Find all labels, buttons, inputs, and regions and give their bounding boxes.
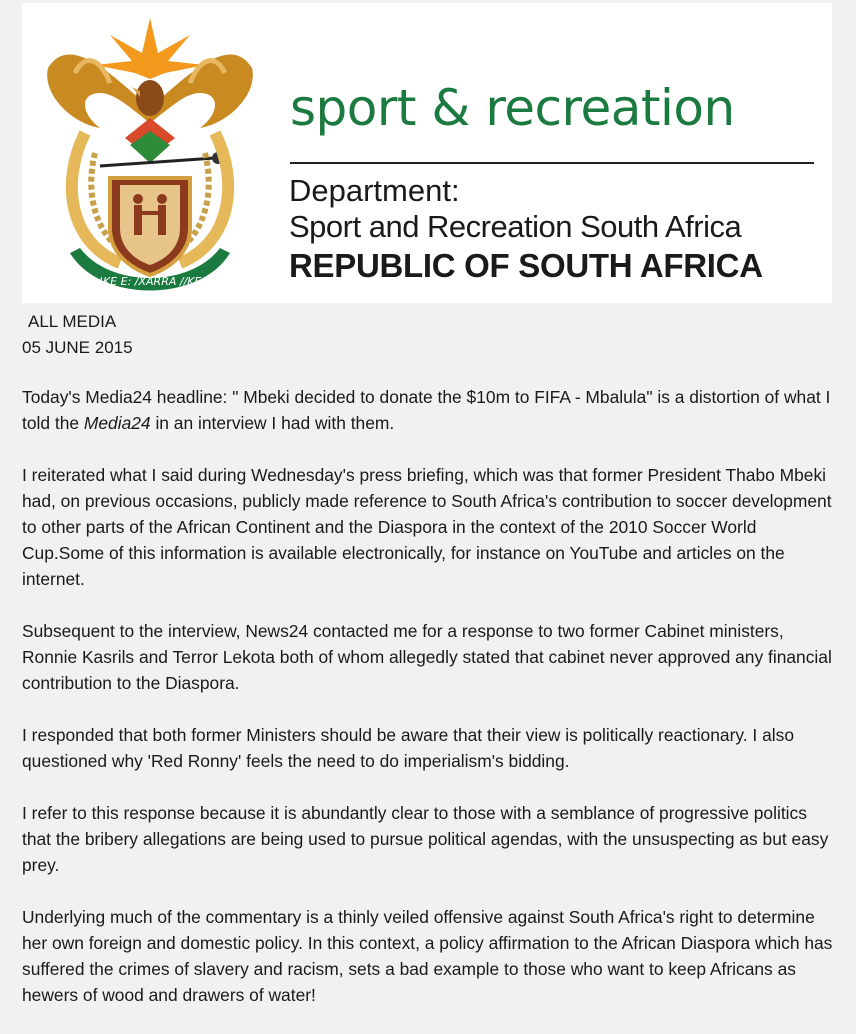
- paragraph-1: [22, 384, 834, 436]
- paragraph-2: I reiterated what I said during Wednesday's press briefing, which was that former President Thabo Mbeki had, on previous occasions, publicly made reference to South Africa's contribution to soccer development to other parts of the African Continent and the Diaspora in the context of the 2010 Soccer World Cup.Some of this information is available electronically, for instance on YouTube and articles on the internet.: [22, 465, 832, 589]
- paragraph-1-tail: in an interview I had with them.: [150, 413, 395, 433]
- department-name: Sport and Recreation South Africa: [289, 209, 742, 244]
- audience-label: ALL MEDIA: [28, 312, 117, 331]
- country-name: REPUBLIC OF SOUTH AFRICA: [289, 247, 763, 284]
- paragraph-1-emphasis: Media24: [83, 413, 151, 433]
- divider: [290, 162, 814, 164]
- paragraph-3: Subsequent to the interview, News24 contacted me for a response to two former Cabinet ministers, Ronnie Kasrils and Terror Lekota both of whom allegedly stated that cabinet never approved any financial contribution to the Diaspora.: [22, 621, 832, 693]
- letterhead: [22, 3, 832, 303]
- statement-meta: [22, 309, 133, 361]
- coat-of-arms-icon: [40, 13, 260, 298]
- paragraph-6: Underlying much of the commentary is a thinly veiled offensive against South Africa's right to determine her own foreign and domestic policy. In this context, a policy affirmation to the African Diaspora which has suffered the crimes of slavery and racism, sets a bad example to those who want to keep Africans as hewers of wood and drawers of water!: [22, 907, 833, 1005]
- statement-date: 05 JUNE 2015: [22, 338, 133, 357]
- crest-motto: !KE E: /XARRA //KE: [98, 275, 202, 288]
- department-label: Department:: [289, 173, 460, 208]
- statement-body: [22, 384, 834, 1034]
- paragraph-5: I refer to this response because it is abundantly clear to those with a semblance of progressive politics that the bribery allegations are being used to pursue political agendas, with the unsuspecting as but easy prey.: [22, 803, 829, 875]
- paragraph-1-text: Today's Media24 headline: " Mbeki decided to donate the $10m to FIFA - Mbalula" is a distortion of what I told the: [22, 387, 831, 433]
- brand-title: sport & recreation: [290, 79, 735, 137]
- paragraph-4: I responded that both former Ministers should be aware that their view is politically reactionary. I also questioned why 'Red Ronny' feels the need to do imperialism's bidding.: [22, 725, 794, 771]
